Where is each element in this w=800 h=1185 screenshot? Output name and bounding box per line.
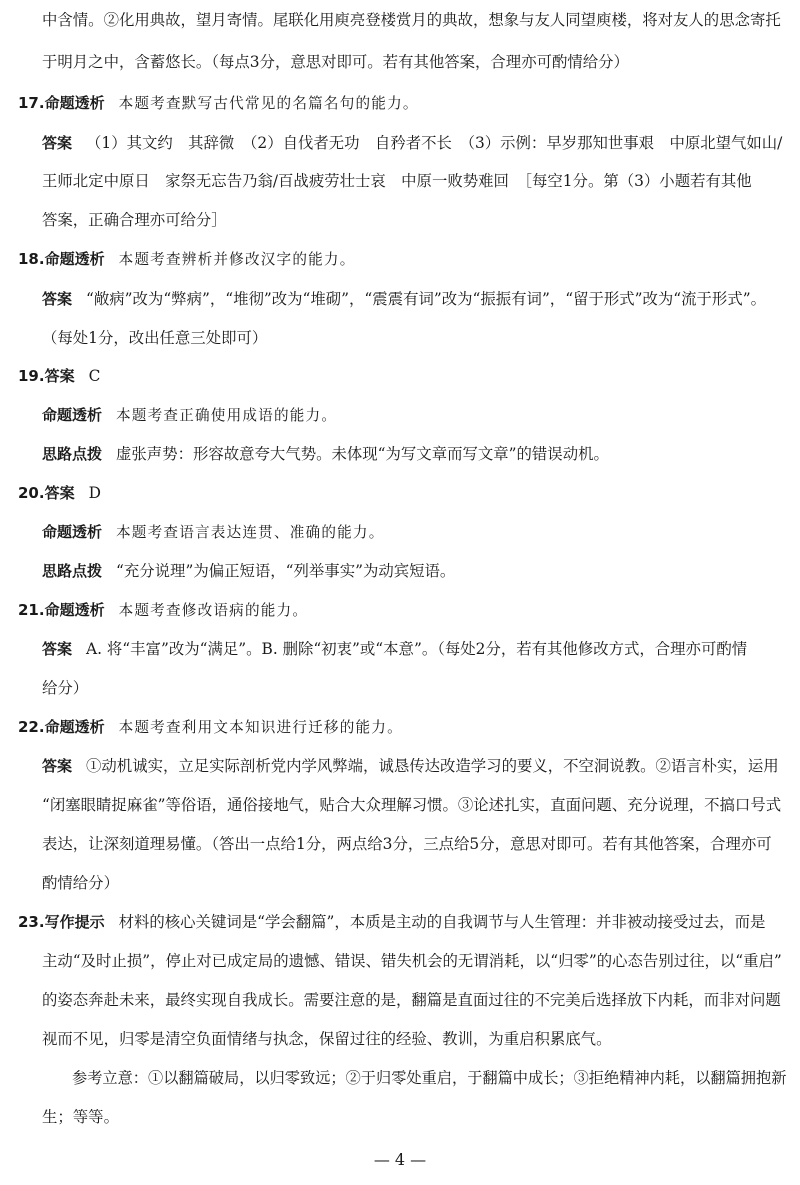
question-number: 23. <box>18 913 45 931</box>
q17-answer-line <box>42 133 782 153</box>
section-label: 命题透析 <box>42 523 103 541</box>
q22-heading <box>18 717 403 738</box>
reference-theme-line: 参考立意：①以翻篇破局，以归零致远；②于归零处重启，于翻篇中成长；③拒绝精神内耗，以翻篇拥抱新 <box>72 1069 787 1087</box>
answer-text: ①动机诚实，立足实际剖析党内学风弊端，诚恳传达改造学习的要义，不空洞说教。②语言朴实，运用 <box>86 757 779 775</box>
question-number: 21. <box>18 601 45 619</box>
q19-analysis-line <box>42 405 337 426</box>
answer-text-line: （每处1分，改出任意三处即可） <box>42 329 268 347</box>
tip-label: 思路点拨 <box>42 562 103 580</box>
q18-heading <box>18 249 356 270</box>
q19-tip-line <box>42 444 609 464</box>
question-number: 22. <box>18 718 45 736</box>
answer-label: 答案 <box>42 757 73 775</box>
tip-text: “充分说理”为偏正短语，“列举事实”为动宾短语。 <box>116 562 456 580</box>
answer-choice: C <box>88 367 101 385</box>
writing-tip-line: 视而不见，归零是清空负面情绪与执念，保留过往的经验、教训，为重启积累底气。 <box>42 1030 612 1048</box>
answer-text: A. 将“丰富”改为“满足”。B. 删除“初衷”或“本意”。（每处2分，若有其他修改方式，合理亦可酌情 <box>86 640 748 658</box>
q20-tip-line <box>42 561 455 581</box>
continued-text-line: 于明月之中，含蓄悠长。（每点3分，意思对即可。若有其他答案，合理亦可酌情给分） <box>42 53 629 71</box>
section-label: 命题透析 <box>44 718 105 736</box>
q22-answer-line <box>42 756 779 776</box>
answer-text: “敞病”改为“弊病”，“堆彻”改为“堆砌”，“震震有词”改为“振振有词”，“留于形式”改为“流于形式”。 <box>86 290 766 308</box>
q18-answer-line <box>42 289 766 309</box>
question-number: 19. <box>18 367 45 385</box>
answer-label: 答案 <box>42 640 73 658</box>
section-description: 本题考查默写古代常见的名篇名句的能力。 <box>118 95 419 112</box>
q20-analysis-line <box>42 522 385 543</box>
writing-tip-text: 材料的核心关键词是“学会翻篇”，本质是主动的自我调节与人生管理：并非被动接受过去，而是 <box>118 913 766 931</box>
page-number: — 4 — <box>373 1150 427 1169</box>
tip-label: 思路点拨 <box>42 445 103 463</box>
section-description: 本题考查语言表达连贯、准确的能力。 <box>116 524 385 541</box>
answer-label: 答案 <box>44 367 75 385</box>
q17-heading <box>18 93 419 114</box>
section-description: 本题考查正确使用成语的能力。 <box>116 407 338 424</box>
section-description: 本题考查修改语病的能力。 <box>118 602 309 619</box>
question-number: 17. <box>18 94 45 112</box>
section-label: 命题透析 <box>42 406 103 424</box>
tip-text: 虚张声势：形容故意夸大气势。未体现“为写文章而写文章”的错误动机。 <box>116 445 609 463</box>
section-label: 命题透析 <box>44 94 105 112</box>
answer-choice: D <box>88 484 101 502</box>
answer-text-line: 给分） <box>42 679 89 697</box>
reference-theme-line: 生；等等。 <box>42 1108 119 1126</box>
answer-label: 答案 <box>42 290 73 308</box>
section-description: 本题考查辨析并修改汉字的能力。 <box>118 251 356 268</box>
answer-text: （1）其文约 其辞微 （2）自伐者无功 自矜者不长 （3）示例：早岁那知世事艰 中原北望气如山/ <box>86 134 783 152</box>
q20-heading <box>18 483 101 503</box>
q21-answer-line <box>42 639 747 659</box>
answer-label: 答案 <box>44 484 75 502</box>
answer-label: 答案 <box>42 134 73 152</box>
writing-tip-line: 的姿态奔赴未来，最终实现自我成长。需要注意的是，翻篇是直面过往的不完美后选择放下内耗，而非对问题 <box>42 991 781 1009</box>
question-number: 18. <box>18 250 45 268</box>
q21-heading <box>18 600 308 621</box>
writing-tip-line: 主动“及时止损”，停止对已成定局的遗憾、错误、错失机会的无谓消耗，以“归零”的心态告别过往，以“重启” <box>42 952 782 970</box>
section-description: 本题考查利用文本知识进行迁移的能力。 <box>118 719 403 736</box>
question-number: 20. <box>18 484 45 502</box>
continued-text-line: 中含情。②化用典故，望月寄情。尾联化用庾亮登楼赏月的典故，想象与友人同望庾楼，将对友人的思念寄托 <box>42 11 781 29</box>
section-label: 命题透析 <box>44 250 105 268</box>
section-label: 写作提示 <box>44 913 105 931</box>
q19-heading <box>18 366 100 386</box>
answer-text-line: 王师北定中原日 家祭无忘告乃翁/百战疲劳壮士哀 中原一败势难回 ［每空1分。第（3）小题若有其他 <box>42 172 752 190</box>
q23-heading <box>18 912 765 932</box>
answer-text-line: 表达，让深刻道理易懂。（答出一点给1分，两点给3分，三点给5分，意思对即可。若有其他答案，合理亦可 <box>42 835 772 853</box>
section-label: 命题透析 <box>44 601 105 619</box>
answer-text-line: 酌情给分） <box>42 874 119 892</box>
answer-text-line: 答案，正确合理亦可给分］ <box>42 211 227 229</box>
answer-text-line: “闭塞眼睛捉麻雀”等俗语，通俗接地气，贴合大众理解习惯。③论述扎实，直面问题、充分说理，不搞口号式 <box>42 796 782 814</box>
